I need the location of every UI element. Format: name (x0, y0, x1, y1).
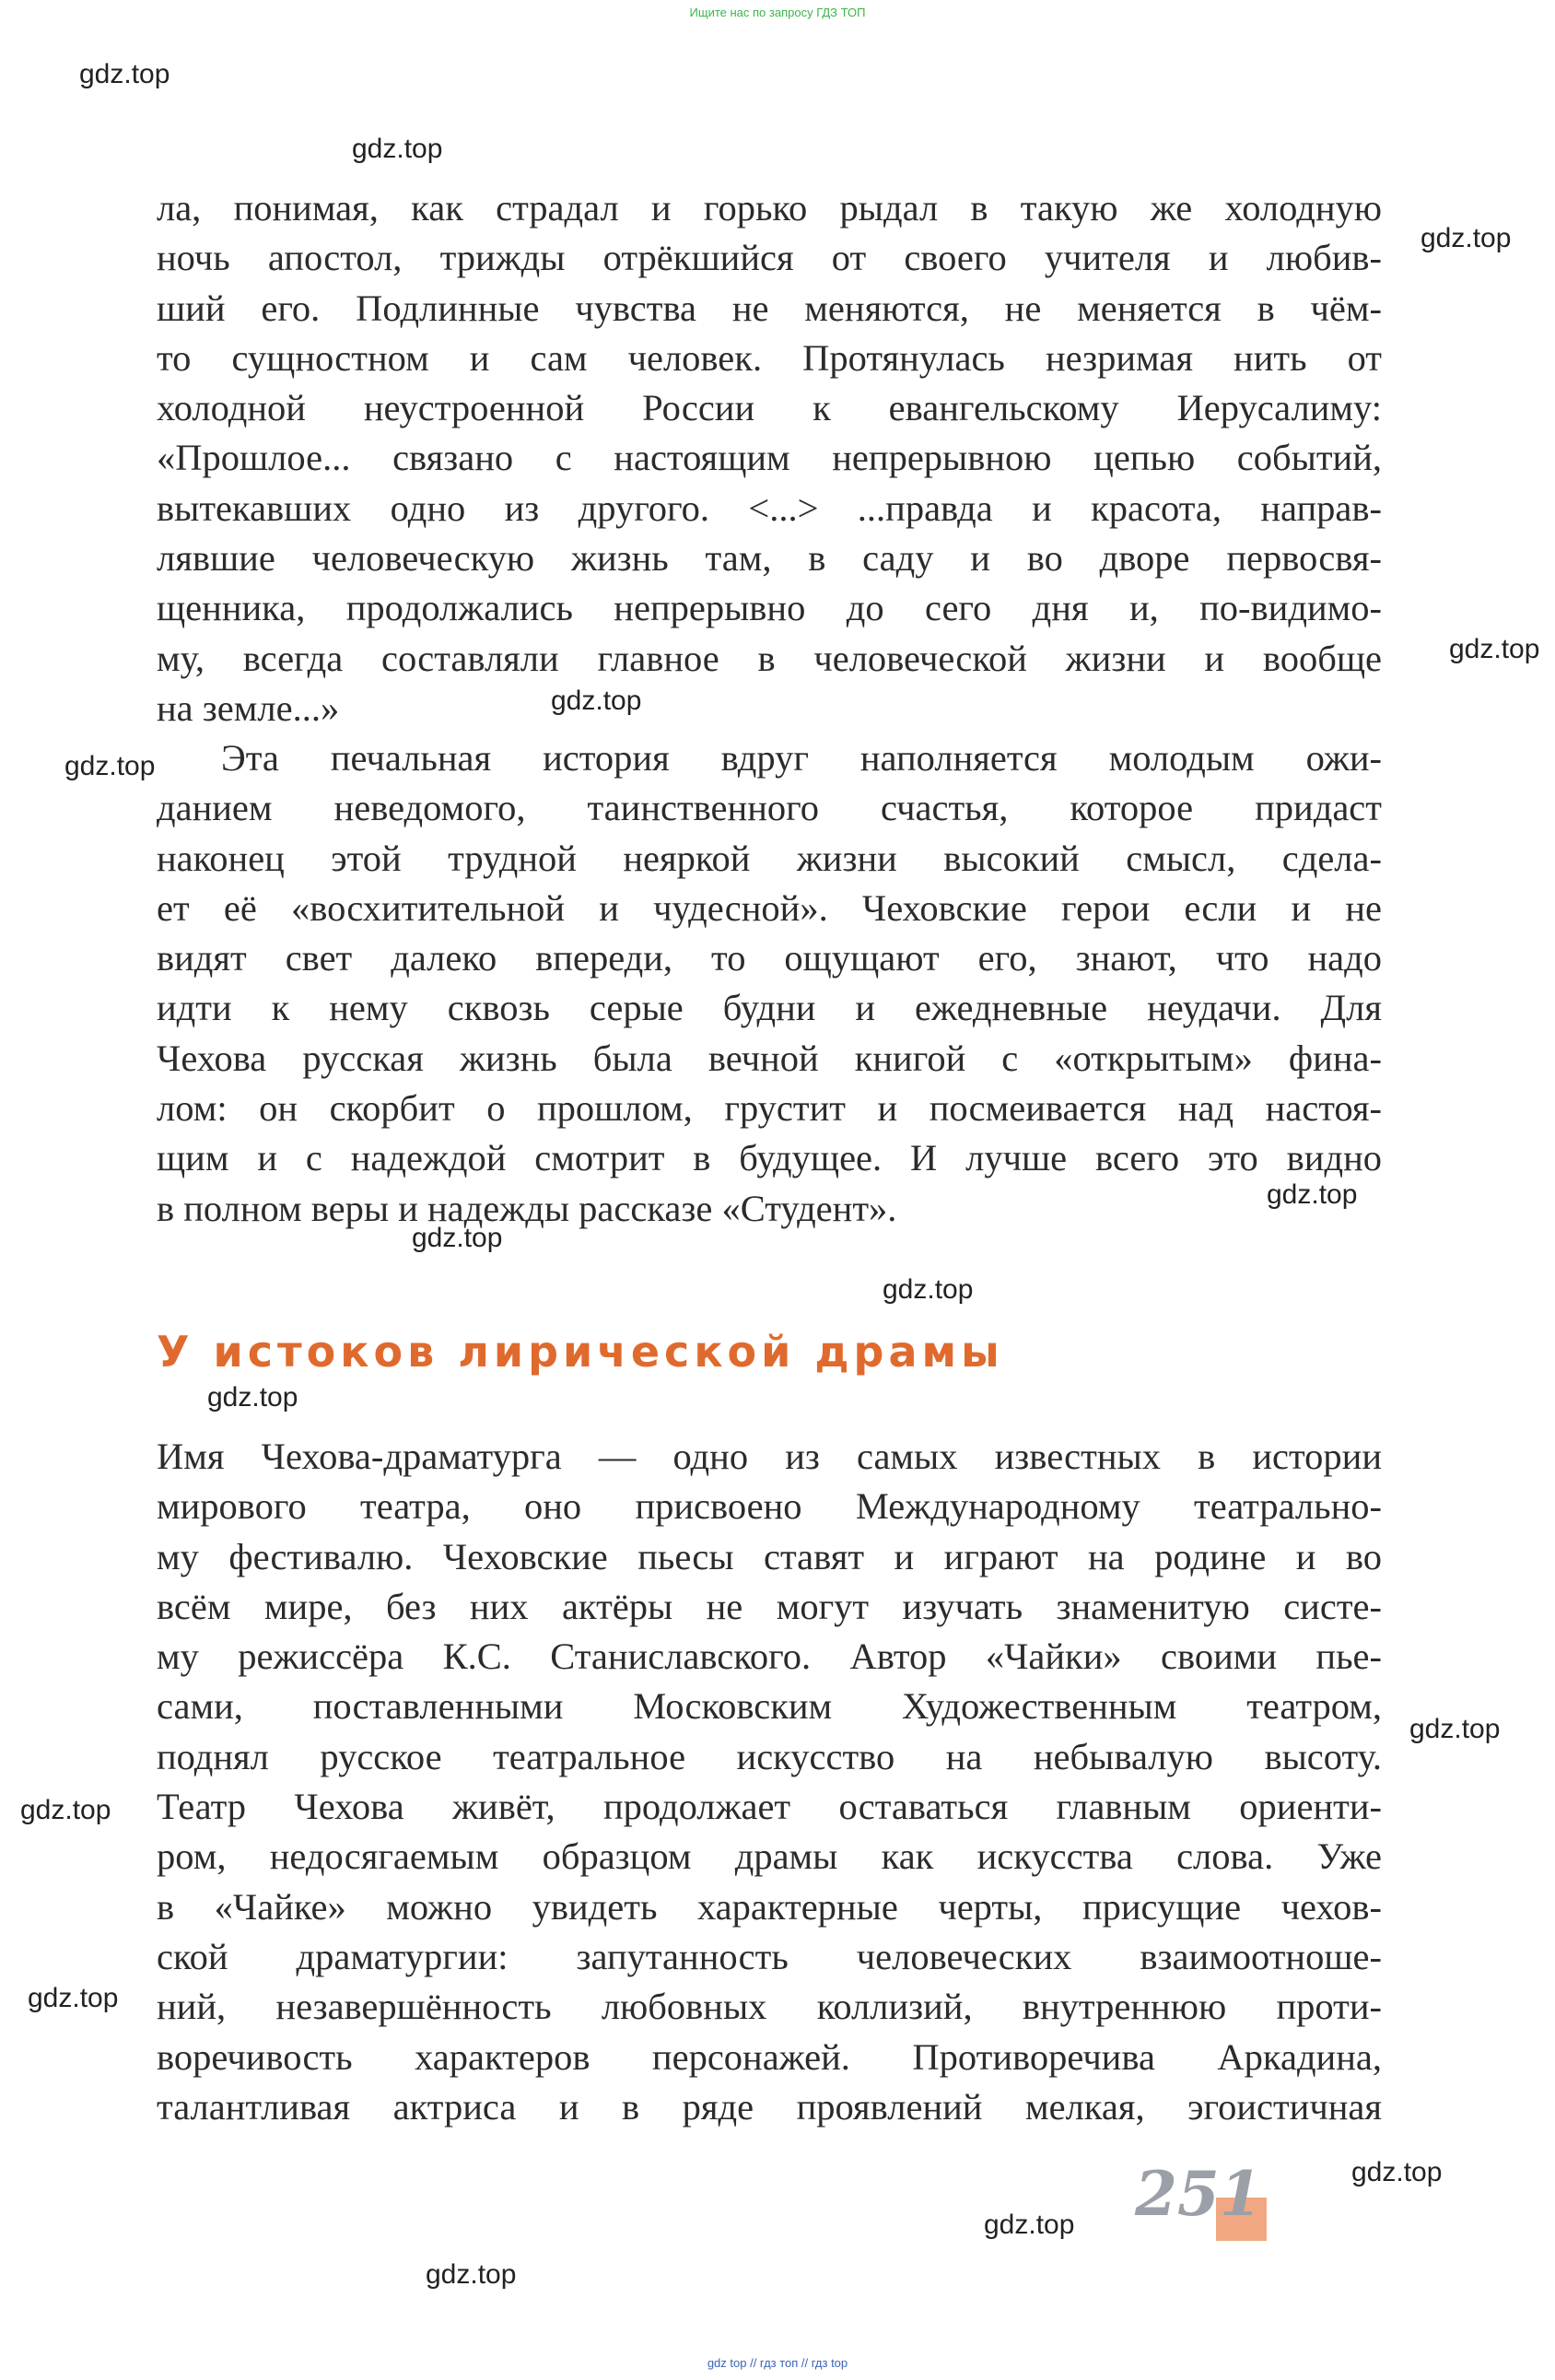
text-line: идти к нему сквозь серые будни и ежедневные неудачи. Для (157, 987, 1382, 1029)
text-line: видят свет далеко впереди, то ощущают его, знают, что надо (157, 937, 1382, 979)
text-line: данием неведомого, таинственного счастья, которое придаст (157, 787, 1382, 829)
text-line: холодной неустроенной России к евангельскому Иерусалиму: (157, 387, 1382, 429)
section-heading: У истоков лирической драмы (157, 1327, 1004, 1377)
text-line: всём мире, без них актёры не могут изучать знаменитую систе- (157, 1585, 1382, 1627)
text-line: сами, поставленными Московским Художественным театром, (157, 1685, 1382, 1728)
text-line: «Прошлое... связано с настоящим непрерывною цепью событий, (157, 437, 1382, 479)
text-line: му, всегда составляли главное в человеческой жизни и вообще (157, 637, 1382, 679)
watermark: gdz.top (1351, 2157, 1443, 2187)
paragraph-1 (157, 183, 1382, 733)
text-line: му фестивалю. Чеховские пьесы ставят и играют на родине и во (157, 1535, 1382, 1577)
watermark: gdz.top (28, 1983, 119, 2013)
text-line: талантливая актриса и в ряде проявлений мелкая, эгоистичная (157, 2085, 1382, 2128)
text-line: Чехова русская жизнь была вечной книгой с «открытым» фина- (157, 1037, 1382, 1079)
text-line: поднял русское театральное искусство на небывалую высоту. (157, 1735, 1382, 1777)
text-line: ночь апостол, трижды отрёкшийся от своего учителя и любив- (157, 237, 1382, 279)
watermark: gdz.top (64, 751, 156, 781)
watermark: gdz.top (79, 59, 170, 89)
watermark: gdz.top (1267, 1179, 1358, 1210)
watermark: gdz.top (1409, 1714, 1501, 1744)
text-line: Театр Чехова живёт, продолжает оставаться главным ориенти- (157, 1786, 1382, 1828)
paragraph-3 (157, 1432, 1382, 2132)
text-line: щенника, продолжались непрерывно до сего дня и, по-видимо- (157, 587, 1382, 629)
text-line: воречивость характеров персонажей. Противоречива Аркадина, (157, 2035, 1382, 2078)
text-line: ской драматургии: запутанность человеческих взаимоотноше- (157, 1935, 1382, 1977)
text-line: на земле...» (157, 686, 340, 729)
watermark: gdz.top (20, 1795, 111, 1825)
text-line: ний, незавершённость любовных коллизий, внутреннюю проти- (157, 1986, 1382, 2028)
text-line: ром, недосягаемым образцом драмы как искусства слова. Уже (157, 1835, 1382, 1878)
bottom-banner[interactable]: gdz top // гдз топ // гдз top (707, 2356, 848, 2370)
watermark: gdz.top (1421, 223, 1512, 253)
watermark: gdz.top (551, 686, 642, 716)
paragraph-2 (157, 733, 1382, 1234)
text-line: мирового театра, оно присвоено Международному театрально- (157, 1485, 1382, 1528)
text-line: Имя Чехова-драматурга — одно из самых известных в истории (157, 1436, 1382, 1477)
text-line: в полном веры и надежды рассказе «Студент». (157, 1187, 897, 1229)
text-line: щим и с надеждой смотрит в будущее. И лучше всего это видно (157, 1137, 1382, 1179)
text-line: то сущностном и сам человек. Протянулась незримая нить от (157, 336, 1382, 379)
watermark: gdz.top (207, 1382, 298, 1413)
text-line: му режиссёра К.С. Станиславского. Автор «Чайки» своими пье- (157, 1636, 1382, 1678)
text-line: лом: он скорбит о прошлом, грустит и посмеивается над настоя- (157, 1087, 1382, 1130)
watermark: gdz.top (352, 134, 443, 164)
watermark: gdz.top (426, 2259, 517, 2290)
text-line: ший его. Подлинные чувства не меняются, не меняется в чём- (157, 287, 1382, 329)
watermark: gdz.top (984, 2210, 1075, 2240)
top-banner[interactable]: Ищите нас по запросу ГДЗ ТОП (689, 6, 866, 19)
text-line: лявшие человеческую жизнь там, в саду и во дворе первосвя- (157, 537, 1382, 580)
page-number: 251 (1135, 2158, 1262, 2230)
text-line: ет её «восхитительной и чудесной». Чеховские герои если и не (157, 886, 1382, 929)
text-line: наконец этой трудной неяркой жизни высокий смысл, сдела- (157, 837, 1382, 879)
watermark: gdz.top (883, 1274, 974, 1305)
text-line: ла, понимая, как страдал и горько рыдал в такую же холодную (157, 187, 1382, 229)
watermark: gdz.top (1449, 634, 1540, 664)
text-line: в «Чайке» можно увидеть характерные черты, присущие чехов- (157, 1885, 1382, 1928)
text-line: вытекавших одно из другого. <...> ...правда и красота, направ- (157, 487, 1382, 529)
text-line: Эта печальная история вдруг наполняется молодым ожи- (221, 737, 1382, 779)
watermark: gdz.top (412, 1223, 503, 1253)
